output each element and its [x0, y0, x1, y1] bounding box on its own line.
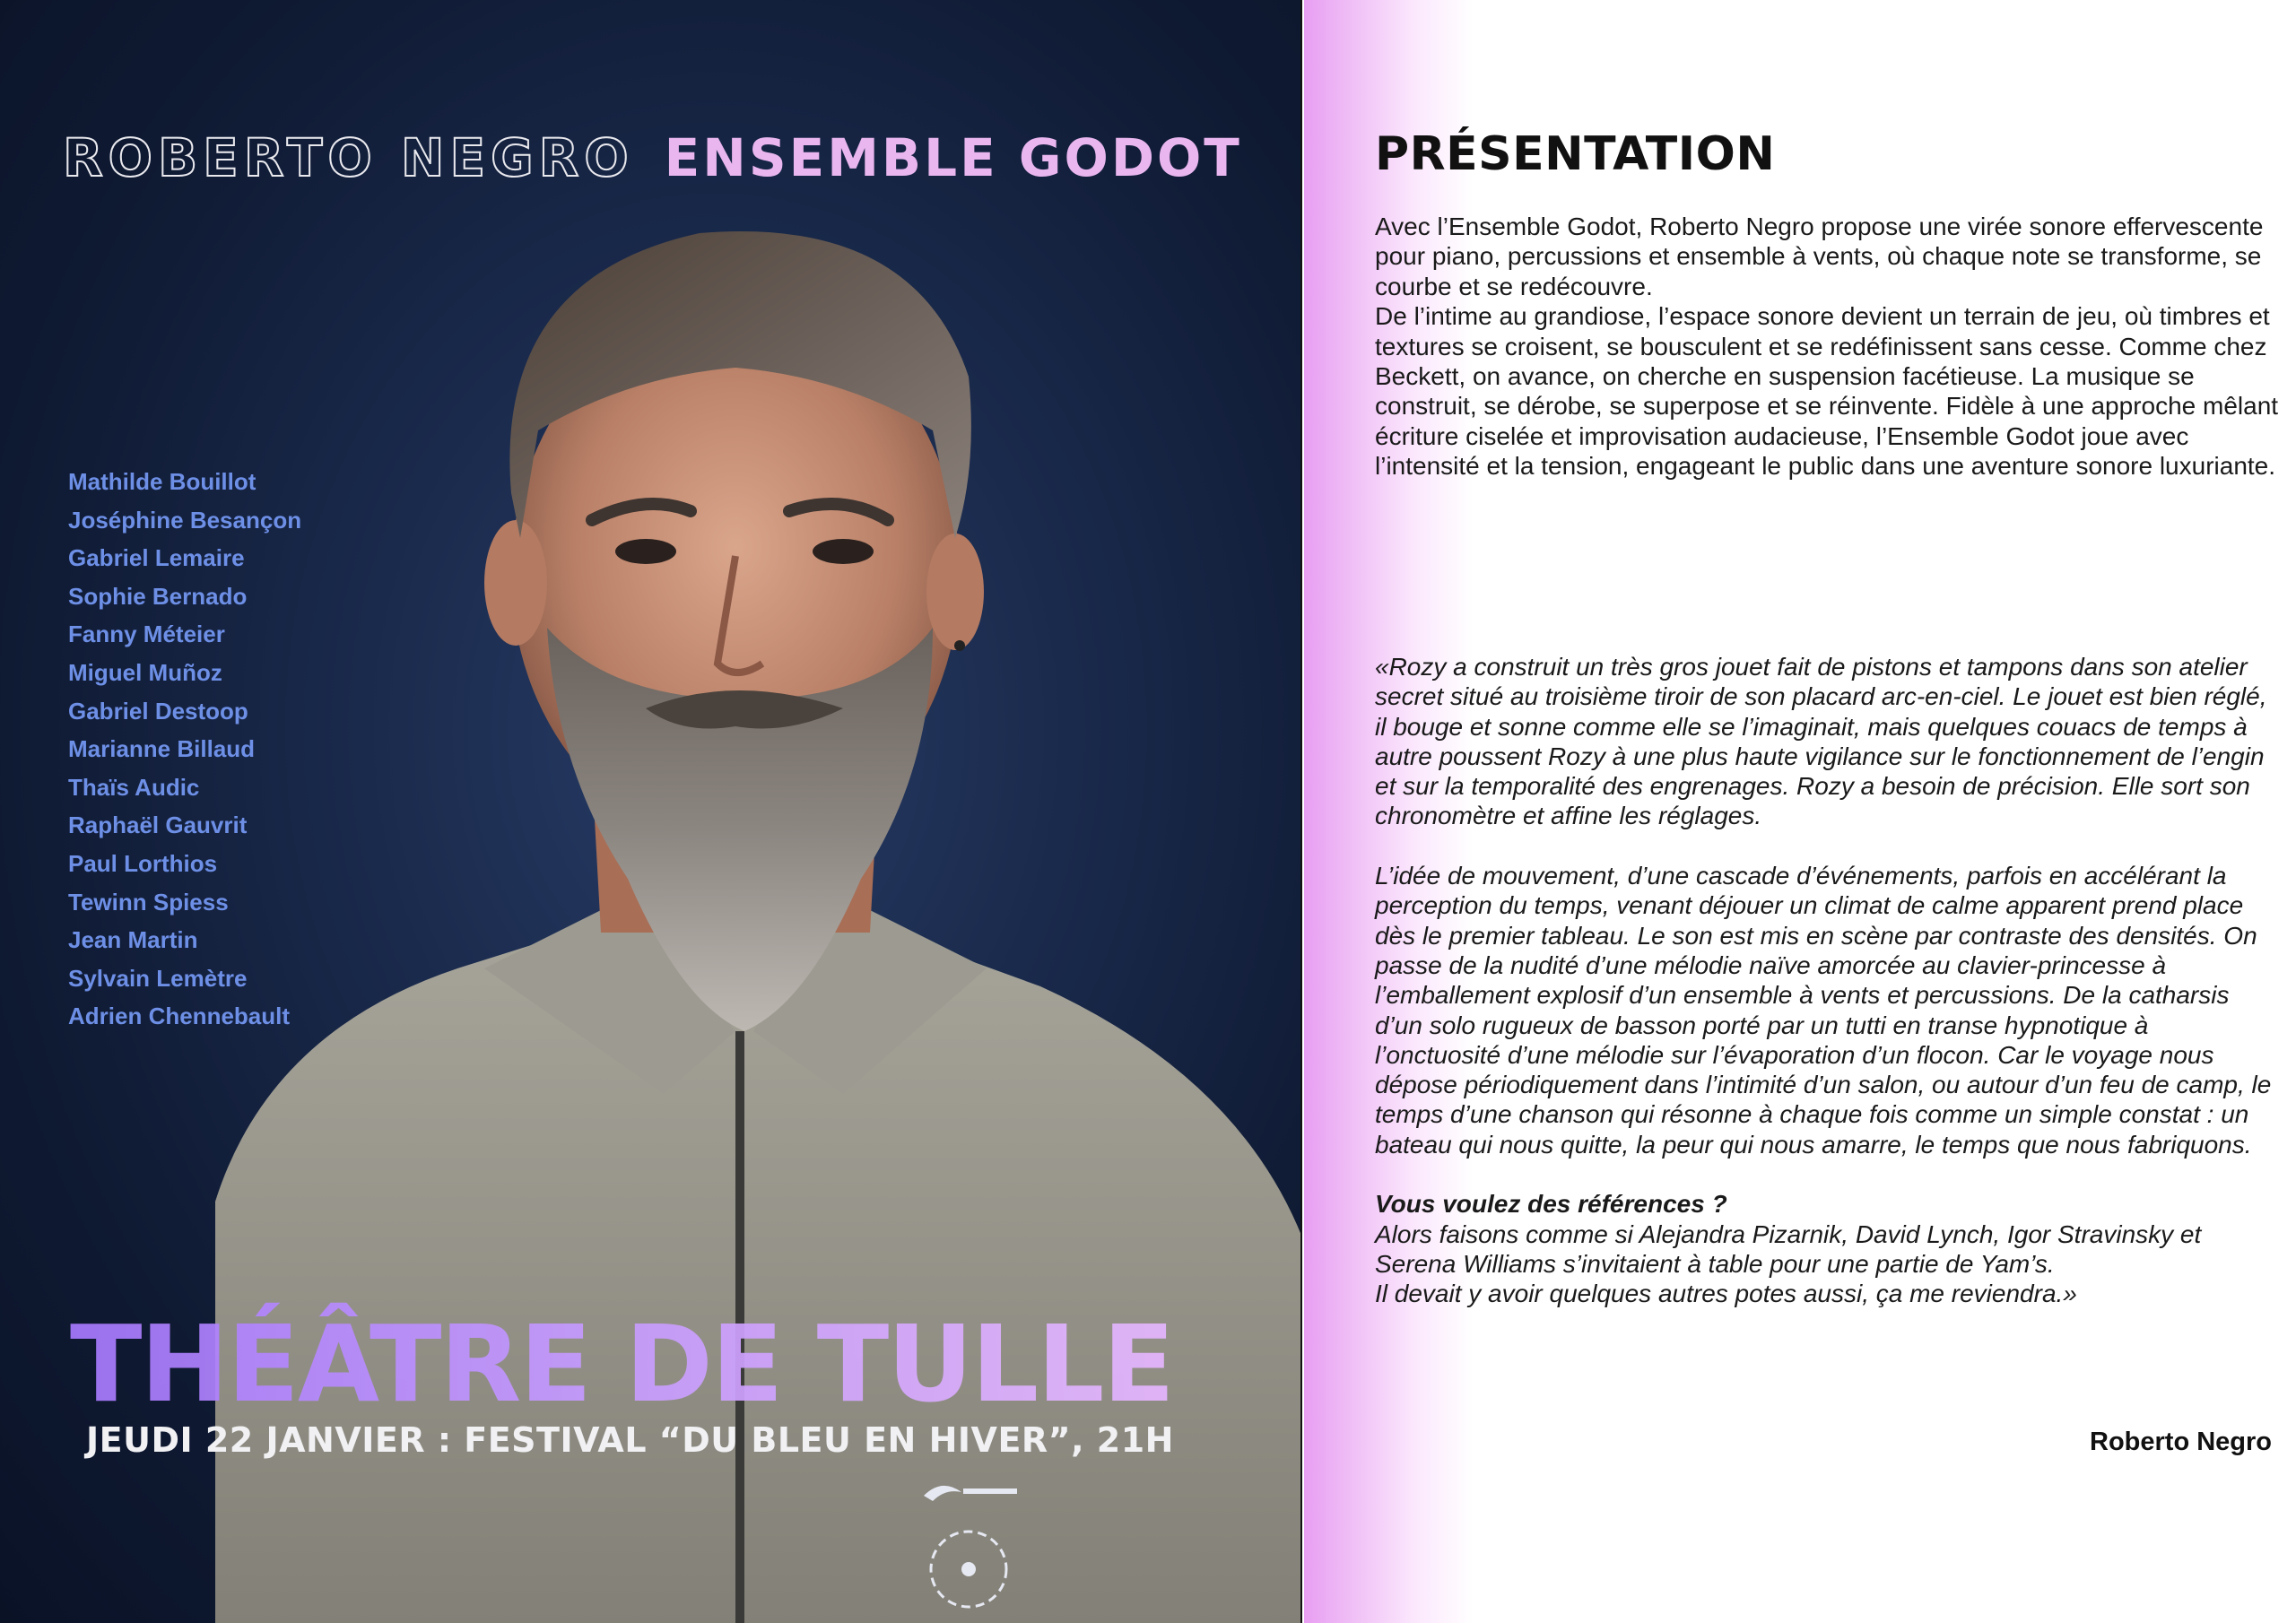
musician-name: Sylvain Lemètre [68, 964, 248, 992]
musician-list [68, 463, 301, 1036]
musician-name: Marianne Billaud [68, 735, 256, 763]
references-text: Il devait y avoir quelques autres potes aussi, ça me reviendra.» [1375, 1280, 2077, 1308]
musician-name: Miguel Muñoz [68, 658, 222, 686]
musician-name: Paul Lorthios [68, 849, 218, 877]
quote-signature: Roberto Negro [2090, 1428, 2272, 1456]
musician-name: Raphaël Gauvrit [68, 812, 248, 839]
quote-paragraph: L’idée de mouvement, d’une cascade d’événements, parfois en accélérant la perception du temps, venant déjouer un climat de calme apparent prend place dès le premier tableau. Le son est mis en scène par contraste des densités. On passe de la nudité d’une mélodie naïve amorcée au clavier-princesse à l’emballement explosif d’un ensemble à vents et percussions. De la catharsis d’un solo rugueux de basson porté par un tutti en transe hypnotique à l’onctuosité d’une mélodie sur l’évaporation d’un flocon. Car le voyage nous dépose périodiquement dans l’intimité d’un salon, ou autour d’un feu de camp, le temps d’une chanson qui résonne à chaque fois comme un simple constat : un bateau qui nous quitte, la peur qui nous amarre, le temps que nous fabriquons. [1375, 862, 2272, 1159]
poster-title [63, 127, 1242, 188]
presentation-paragraph: De l’intime au grandiose, l’espace sonore devient un terrain de jeu, où timbres et textures se croisent, se bousculent et se redéfinissent sans cesse. Comme chez Beckett, on avance, on cherche en suspension facétieuse. La musique se construit, se dérobe, se superpose et se réinvente. Fidèle à une approche mêlant écriture ciselée et improvisation audacieuse, l’Ensemble Godot joue avec l’intensité et la tension, engageant le public dans une aventure sonore luxuriante. [1375, 302, 2279, 481]
musician-name: Thaïs Audic [68, 773, 200, 801]
references-heading: Vous voulez des références ? [1375, 1190, 1727, 1219]
musician-name: Gabriel Destoop [68, 697, 248, 725]
presentation-page [1304, 0, 2296, 1623]
festival-logo-icon [906, 1471, 1031, 1614]
artist-quote [1375, 652, 2281, 1309]
musician-name: Joséphine Besançon [68, 506, 302, 534]
venue-title: THÉÂTRE DE TULLE [70, 1302, 1173, 1426]
musician-name: Jean Martin [68, 926, 198, 954]
page-title: PRÉSENTATION [1375, 127, 1776, 181]
ensemble-name: ENSEMBLE GODOT [664, 127, 1242, 188]
musician-name: Mathilde Bouillot [68, 468, 257, 495]
references-text: Alors faisons comme si Alejandra Pizarnik, David Lynch, Igor Stravinsky et Serena Williams s’invitaient à table pour une partie de Yam’s. [1375, 1219, 2202, 1278]
page-divider [1300, 0, 1302, 1623]
event-date: JEUDI 22 JANVIER : FESTIVAL “DU BLEU EN HIVER”, 21H [86, 1420, 1174, 1460]
musician-name: Fanny Méteier [68, 621, 225, 648]
presentation-text [1375, 212, 2281, 482]
quote-paragraph: «Rozy a construit un très gros jouet fait de pistons et tampons dans son atelier secret situé au troisième tiroir de son placard arc-en-ciel. Le jouet est bien réglé, il bouge et sonne comme elle se l’imaginait, mais quelques couacs de temps à autre poussent Rozy à une plus haute vigilance sur le fonctionnement de l’engin et sur la temporalité des engrenages. Rozy a besoin de précision. Elle sort son chronomètre et affine les réglages. [1375, 653, 2267, 830]
presentation-paragraph: Avec l’Ensemble Godot, Roberto Negro propose une virée sonore effervescente pour piano, percussions et ensemble à vents, où chaque note se transforme, se courbe et se redécouvre. [1375, 213, 2264, 300]
musician-name: Adrien Chennebault [68, 1002, 291, 1030]
musician-name: Sophie Bernado [68, 582, 248, 610]
musician-name: Tewinn Spiess [68, 888, 229, 916]
artist-name: ROBERTO NEGRO [63, 127, 634, 188]
musician-name: Gabriel Lemaire [68, 544, 245, 572]
